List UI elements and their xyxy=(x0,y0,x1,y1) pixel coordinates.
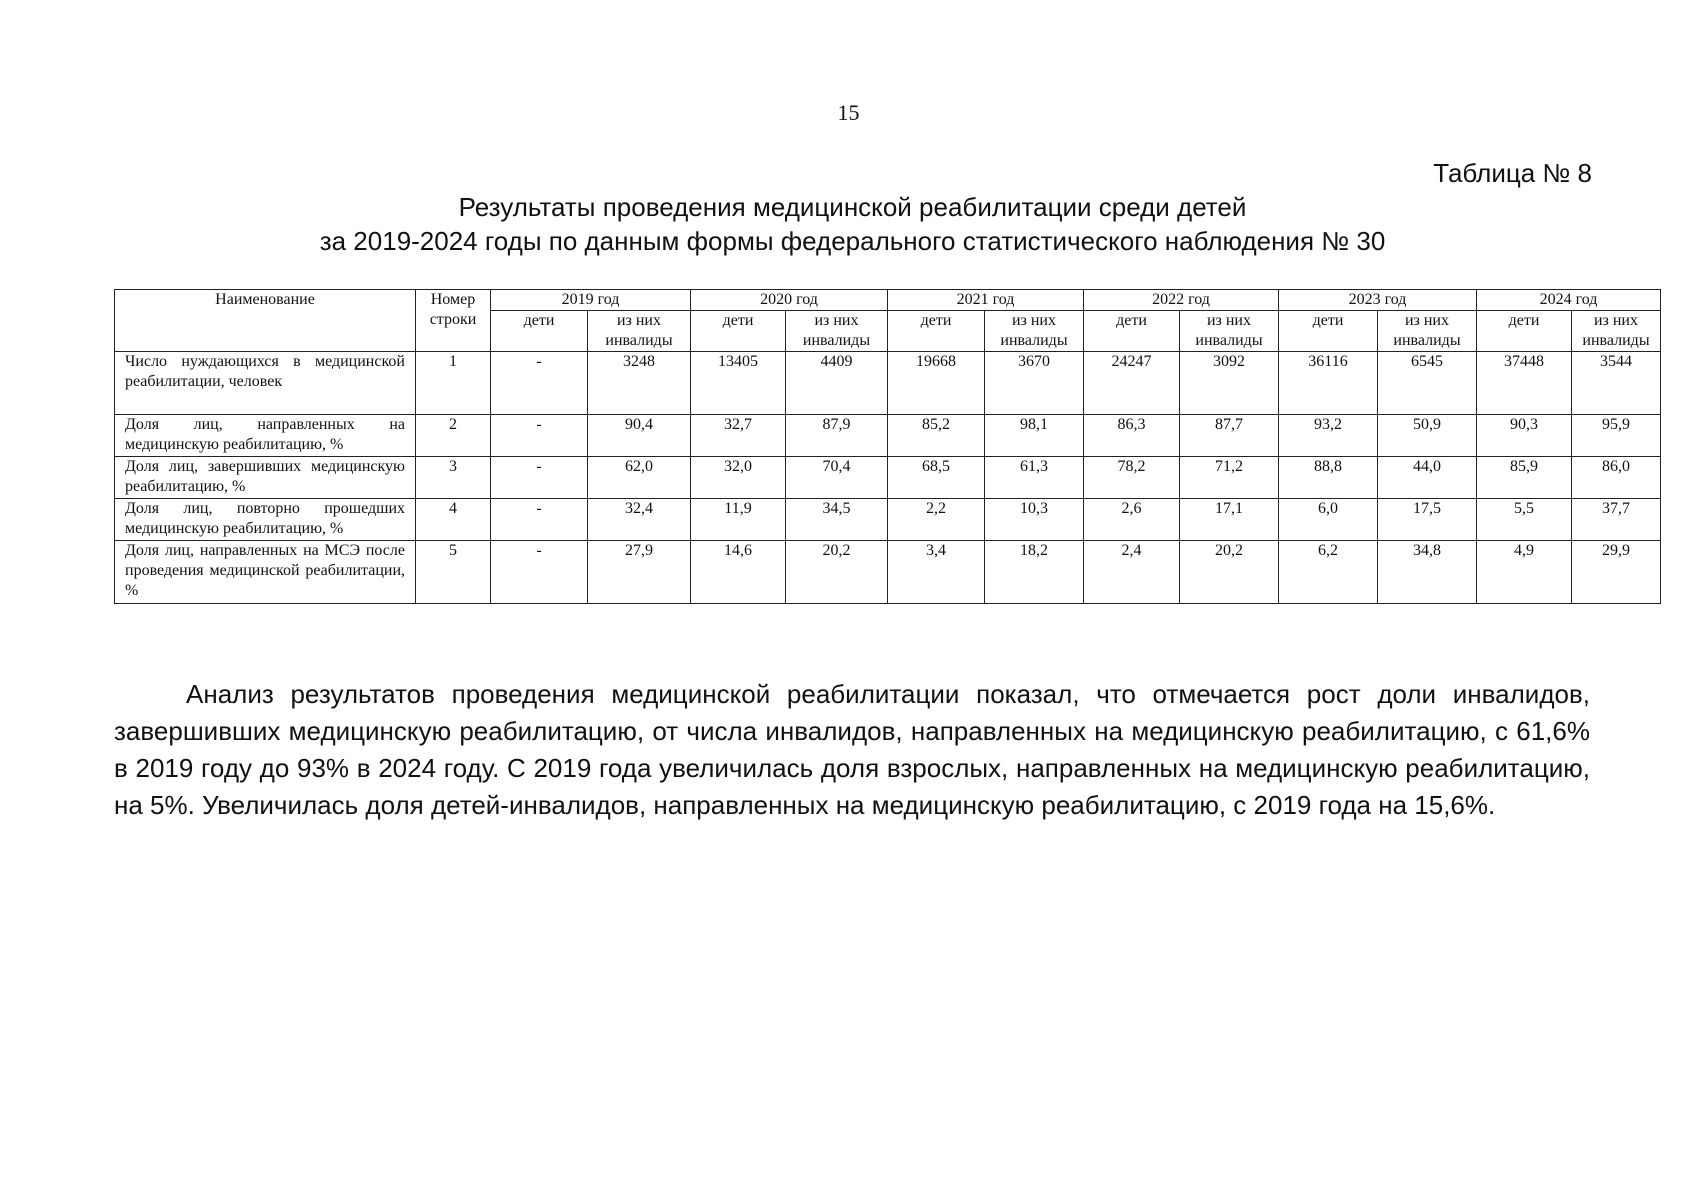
header-year: 2022 год xyxy=(1084,290,1279,311)
table-cell: 4,9 xyxy=(1477,541,1572,604)
table-cell: 86,3 xyxy=(1084,415,1180,457)
table-cell: 14,6 xyxy=(691,541,786,604)
table-cell: 95,9 xyxy=(1572,415,1661,457)
table-cell: 50,9 xyxy=(1378,415,1477,457)
table-cell: 19668 xyxy=(888,352,985,415)
table-cell: 78,2 xyxy=(1084,457,1180,499)
analysis-paragraph: Анализ результатов проведения медицинской реабилитации показал, что отмечается рост доли инвалидов, завершивших медицинскую реабилитацию, от числа инвалидов, направленных на медицинскую реабилитацию, с 61,6% в 2019 году до 93% в 2024 году. С 2019 года увеличилась доля взрослых, направленных на медицинскую реабилитацию, на 5%. Увеличилась доля детей-инвалидов, направленных на медицинскую реабилитацию, с 2019 года на 15,6%. xyxy=(114,679,1590,820)
row-number: 1 xyxy=(416,352,491,415)
row-name: Число нуждающихся в медицинской реабилитации, человек xyxy=(115,352,416,415)
table-title xyxy=(115,190,1590,258)
table-cell: 3,4 xyxy=(888,541,985,604)
table-cell: 36116 xyxy=(1279,352,1378,415)
table-cell: 10,3 xyxy=(985,499,1084,541)
table-cell: 85,2 xyxy=(888,415,985,457)
table-cell: 98,1 xyxy=(985,415,1084,457)
table-cell: 37448 xyxy=(1477,352,1572,415)
table-cell: - xyxy=(491,541,588,604)
subheader-children: дети xyxy=(1084,311,1180,352)
table-title-line-2: за 2019-2024 годы по данным формы федерального статистического наблюдения № 30 xyxy=(319,226,1386,256)
table-cell: 90,3 xyxy=(1477,415,1572,457)
table-cell: 20,2 xyxy=(1180,541,1279,604)
table-cell: 68,5 xyxy=(888,457,985,499)
page-number: 15 xyxy=(837,100,860,125)
subheader-children: дети xyxy=(1279,311,1378,352)
rehabilitation-table xyxy=(114,289,1661,604)
table-cell: 93,2 xyxy=(1279,415,1378,457)
header-year: 2020 год xyxy=(691,290,888,311)
table-cell: 24247 xyxy=(1084,352,1180,415)
table-cell: 3248 xyxy=(588,352,691,415)
subheader-children: дети xyxy=(1477,311,1572,352)
header-year: 2019 год xyxy=(491,290,691,311)
row-number: 2 xyxy=(416,415,491,457)
table-cell: 13405 xyxy=(691,352,786,415)
table-cell: - xyxy=(491,415,588,457)
table-cell: 90,4 xyxy=(588,415,691,457)
table-cell: 18,2 xyxy=(985,541,1084,604)
table-cell: 4409 xyxy=(786,352,888,415)
table-cell: 71,2 xyxy=(1180,457,1279,499)
subheader-children: дети xyxy=(888,311,985,352)
table-cell: 70,4 xyxy=(786,457,888,499)
table-title-line-1: Результаты проведения медицинской реабилитации среди детей xyxy=(458,192,1247,222)
table-cell: 3092 xyxy=(1180,352,1279,415)
subheader-disabled: из них инвалиды xyxy=(985,311,1084,352)
header-row-number: Номер строки xyxy=(416,290,491,352)
subheader-disabled: из них инвалиды xyxy=(1180,311,1279,352)
table-cell: 6,0 xyxy=(1279,499,1378,541)
table-cell: 61,3 xyxy=(985,457,1084,499)
table-row xyxy=(115,541,1661,604)
subheader-disabled: из них инвалиды xyxy=(786,311,888,352)
table-cell: 17,5 xyxy=(1378,499,1477,541)
table-cell: 86,0 xyxy=(1572,457,1661,499)
subheader-disabled: из них инвалиды xyxy=(1378,311,1477,352)
table-cell: 2,2 xyxy=(888,499,985,541)
table-cell: 85,9 xyxy=(1477,457,1572,499)
table-cell: - xyxy=(491,457,588,499)
subheader-children: дети xyxy=(491,311,588,352)
table-cell: 5,5 xyxy=(1477,499,1572,541)
table-cell: - xyxy=(491,499,588,541)
table-cell: 37,7 xyxy=(1572,499,1661,541)
row-name: Доля лиц, повторно прошедших медицинскую реабилитацию, % xyxy=(115,499,416,541)
table-cell: 17,1 xyxy=(1180,499,1279,541)
table-cell: 6,2 xyxy=(1279,541,1378,604)
table-cell: 3670 xyxy=(985,352,1084,415)
table-cell: 32,4 xyxy=(588,499,691,541)
table-cell: 44,0 xyxy=(1378,457,1477,499)
subheader-disabled: из них инвалиды xyxy=(588,311,691,352)
table-cell: 29,9 xyxy=(1572,541,1661,604)
table-cell: 20,2 xyxy=(786,541,888,604)
row-number: 5 xyxy=(416,541,491,604)
table-cell: 2,6 xyxy=(1084,499,1180,541)
table-cell: - xyxy=(491,352,588,415)
table-row xyxy=(115,415,1661,457)
row-name: Доля лиц, завершивших медицинскую реабилитацию, % xyxy=(115,457,416,499)
table-cell: 34,5 xyxy=(786,499,888,541)
table-cell: 32,7 xyxy=(691,415,786,457)
table-row xyxy=(115,352,1661,415)
table-cell: 11,9 xyxy=(691,499,786,541)
table-row xyxy=(115,457,1661,499)
table-cell: 88,8 xyxy=(1279,457,1378,499)
header-year: 2023 год xyxy=(1279,290,1477,311)
table-cell: 87,7 xyxy=(1180,415,1279,457)
row-name: Доля лиц, направленных на МСЭ после проведения медицинской реабилитации, % xyxy=(115,541,416,604)
table-cell: 32,0 xyxy=(691,457,786,499)
table-cell: 6545 xyxy=(1378,352,1477,415)
row-number: 4 xyxy=(416,499,491,541)
table-row xyxy=(115,499,1661,541)
header-year: 2021 год xyxy=(888,290,1084,311)
table-header-row xyxy=(115,290,1661,311)
header-name: Наименование xyxy=(115,290,416,352)
table-cell: 34,8 xyxy=(1378,541,1477,604)
table-label: Таблица № 8 xyxy=(1433,158,1592,188)
table-cell: 3544 xyxy=(1572,352,1661,415)
table-cell: 2,4 xyxy=(1084,541,1180,604)
row-name: Доля лиц, направленных на медицинскую реабилитацию, % xyxy=(115,415,416,457)
table-cell: 27,9 xyxy=(588,541,691,604)
table-cell: 87,9 xyxy=(786,415,888,457)
subheader-children: дети xyxy=(691,311,786,352)
table-cell: 62,0 xyxy=(588,457,691,499)
subheader-disabled: из них инвалиды xyxy=(1572,311,1661,352)
header-year: 2024 год xyxy=(1477,290,1661,311)
row-number: 3 xyxy=(416,457,491,499)
